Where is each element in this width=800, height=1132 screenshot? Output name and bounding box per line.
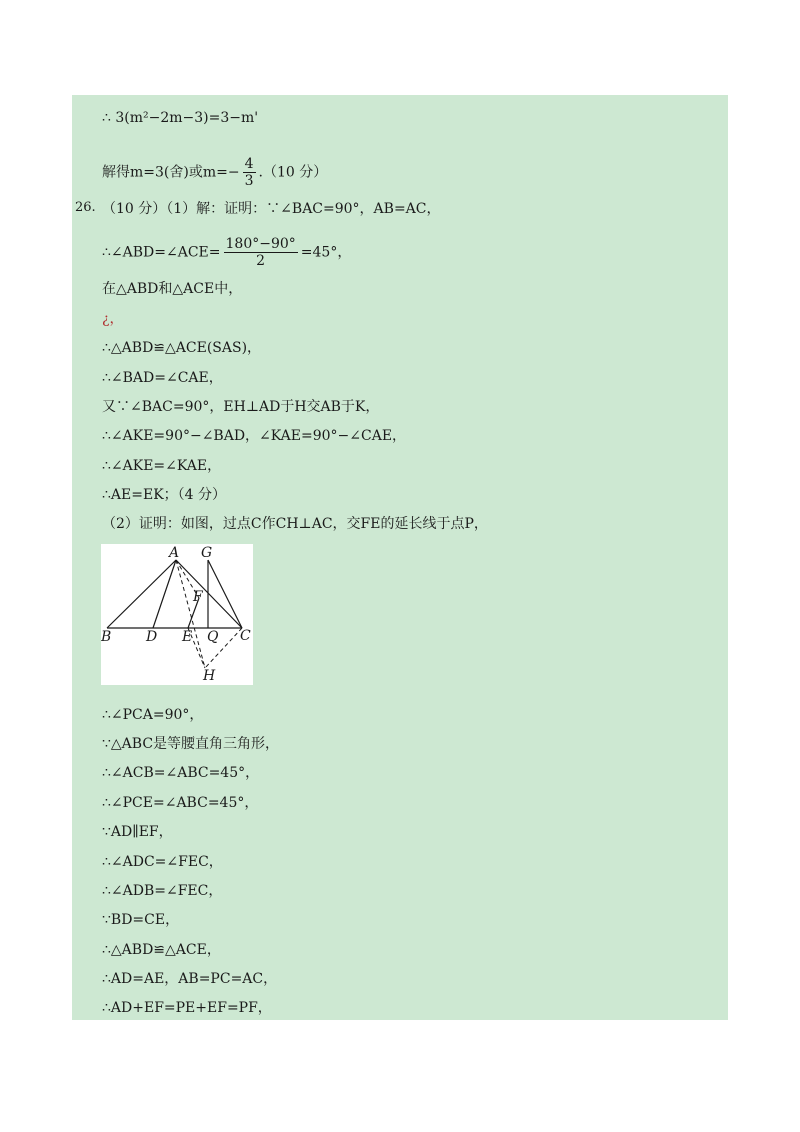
proof-line: 又∵∠BAC=90°，EH⊥AD于H交AB于K， <box>102 399 380 415</box>
eq-line-1: ∴ 3(m²−2m−3)=3−m' <box>102 110 259 126</box>
label-A: A <box>169 545 180 561</box>
fraction-denominator: 3 <box>244 173 254 189</box>
label-D: D <box>146 629 158 645</box>
label-F: F <box>193 589 203 605</box>
proof-line: ∴∠ADC=∠FEC， <box>102 854 223 870</box>
geometry-figure <box>101 544 253 685</box>
solution-prefix: 解得m=3(舍)或m=− <box>102 164 240 181</box>
proof-line: ∴∠AKE=90°−∠BAD，∠KAE=90°−∠CAE， <box>102 428 407 444</box>
part2-intro: （2）证明：如图，过点C作CH⊥AC，交FE的延长线于点P， <box>102 516 488 532</box>
part1-intro: （10 分）（1）解：证明：∵∠BAC=90°，AB=AC， <box>102 201 441 217</box>
fraction-denominator: 2 <box>256 253 266 269</box>
label-E: E <box>182 629 193 645</box>
segment-GC <box>208 560 242 628</box>
angle-eq-line <box>102 236 351 269</box>
proof-line: ∴AD+EF=PE+EF=PF， <box>102 1000 272 1016</box>
proof-line: ∵BD=CE， <box>102 912 180 928</box>
segment-AD <box>153 560 176 628</box>
proof-line-symbol: ¿， <box>102 311 124 327</box>
fraction-numerator: 180°−90° <box>225 236 296 252</box>
proof-line: ∴∠ADB=∠FEC， <box>102 883 223 899</box>
label-Q: Q <box>207 629 219 645</box>
label-H: H <box>203 668 216 684</box>
solution-suffix: .（10 分） <box>258 164 328 181</box>
label-B: B <box>101 629 112 645</box>
segment-AH-dashed <box>176 560 205 668</box>
fraction-numerator: 4 <box>244 156 254 172</box>
segment-AB <box>107 560 176 628</box>
proof-line: ∴∠ACB=∠ABC=45°， <box>102 765 260 781</box>
proof-line: ∴∠AKE=∠KAE， <box>102 458 222 474</box>
label-G: G <box>201 545 213 561</box>
segment-AC <box>176 560 242 628</box>
proof-line: ∴△ABD≌△ACE， <box>102 942 221 958</box>
angle-eq-prefix: ∴∠ABD=∠ACE= <box>102 244 221 261</box>
solution-line <box>102 156 327 189</box>
proof-line: ∵AD∥EF， <box>102 824 173 840</box>
proof-line: ∴∠PCA=90°， <box>102 707 204 723</box>
fraction-4-3 <box>243 156 256 189</box>
proof-line: ∴∠PCE=∠ABC=45°， <box>102 795 259 811</box>
proof-line: ∴AD=AE，AB=PC=AC， <box>102 971 278 987</box>
label-C: C <box>240 628 251 644</box>
fraction-angle <box>224 236 298 269</box>
proof-line: ∴△ABD≌△ACE(SAS)， <box>102 340 262 356</box>
question-number: 26. <box>75 200 96 215</box>
angle-eq-suffix: =45°， <box>300 244 352 261</box>
proof-line: ∴∠BAD=∠CAE， <box>102 370 223 386</box>
proof-line: ∴AE=EK；（4 分） <box>102 487 227 503</box>
geometry-diagram <box>101 544 253 685</box>
proof-line: ∵△ABC是等腰直角三角形， <box>102 736 280 752</box>
proof-line: 在△ABD和△ACE中， <box>102 281 243 297</box>
